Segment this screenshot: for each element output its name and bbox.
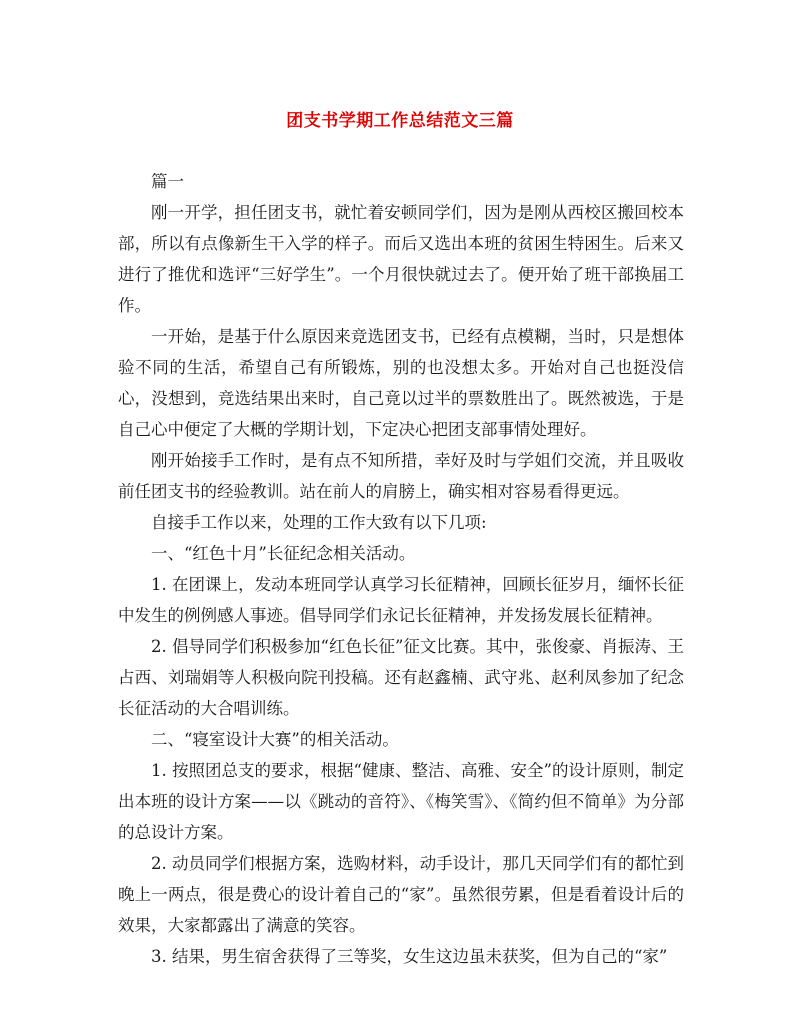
section-heading: 篇一 (151, 172, 184, 191)
document-title: 团支书学期工作总结范文三篇 (286, 111, 514, 131)
list-item: 2. 动员同学们根据方案，选购材料，动手设计，那几天同学们有的都忙到晚上一两点，很是费心的设计着自己的“家”。虽然很劳累，但是看着设计后的效果，大家都露出了满意的笑容。 (118, 854, 684, 935)
paragraph: 自接手工作以来，处理的工作大致有以下几项: (151, 513, 487, 532)
list-heading: 一、“红色十月”长征纪念相关活动。 (151, 544, 416, 563)
list-item: 1. 按照团总支的要求，根据“健康、整洁、高雅、安全”的设计原则，制定出本班的设计方案——以《跳动的音符》、《梅笑雪》、《简约但不简单》为分部的总设计方案。 (118, 761, 684, 842)
paragraph: 一开始，是基于什么原因来竞选团支书，已经有点模糊，当时，只是想体验不同的生活，希望自己有所锻炼，别的也没想太多。开始对自己也挺没信心，没想到，竞选结果出来时，自己竟以过半的票数胜出了。既然被选，于是自己心中便定了大概的学期计划，下定决心把团支部事情处理好。 (118, 327, 684, 439)
list-item: 3. 结果，男生宿舍获得了三等奖，女生这边虽未获奖，但为自己的“家” (151, 947, 668, 966)
paragraph: 刚开始接手工作时，是有点不知所措，幸好及时与学姐们交流，并且吸收前任团支书的经验教训。站在前人的肩膀上，确实相对容易看得更远。 (118, 451, 684, 501)
list-item: 1. 在团课上，发动本班同学认真学习长征精神，回顾长征岁月，缅怀长征中发生的例例感人事迹。倡导同学们永记长征精神，并发扬发展长征精神。 (118, 575, 684, 625)
document-body (118, 166, 684, 972)
paragraph: 刚一开学，担任团支书，就忙着安顿同学们，因为是刚从西校区搬回校本部，所以有点像新生干入学的样子。而后又选出本班的贫困生特困生。后来又进行了推优和选评“三好学生”。一个月很快就过去了。便开始了班干部换届工作。 (118, 203, 684, 315)
list-item: 2. 倡导同学们积极参加“红色长征”征文比赛。其中，张俊豪、肖振涛、王占西、刘瑞娟等人积极向院刊投稿。还有赵鑫楠、武守兆、赵利凤参加了纪念长征活动的大合唱训练。 (118, 637, 684, 718)
list-heading: 二、“寝室设计大赛”的相关活动。 (151, 730, 399, 749)
